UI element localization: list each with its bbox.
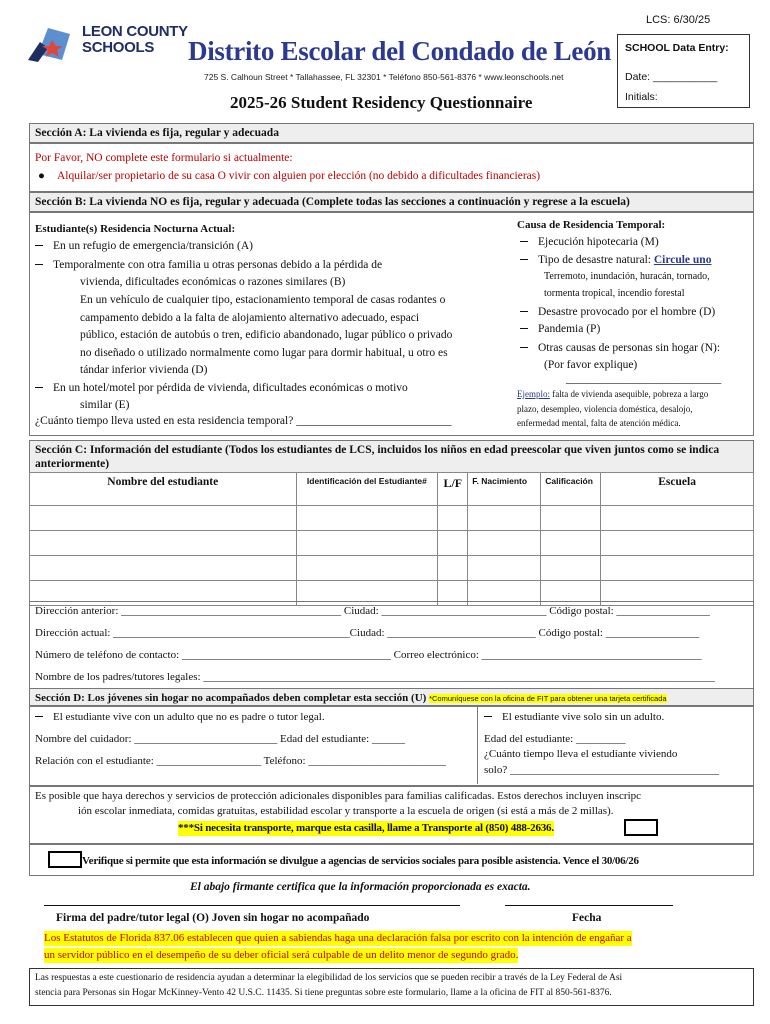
transport-checkbox[interactable] bbox=[624, 819, 658, 836]
consent-text: Verifique si permite que esta información se divulgue a agencias de servicios sociales para posible asistencia. Vence el 30/06/26 bbox=[82, 855, 639, 867]
previous-address-field[interactable]: Dirección anterior: ________________________________________ Ciudad: ______________________________ Código postal: _________________ bbox=[35, 605, 710, 617]
cause-other-blank[interactable]: ___________________________ bbox=[566, 373, 722, 385]
section-d-header: Sección D: Los jóvenes sin hogar no acompañados deben completar esta sección (U) *Comuníquese con la oficina de FIT para obtener una tarjeta certificada bbox=[29, 688, 754, 706]
section-c-header: Sección C: Información del estudiante (Todos los estudiantes de LCS, incluidos los niños en edad preescolar que viven juntos como se indica anteriormente) bbox=[29, 440, 754, 473]
table-header-row bbox=[30, 473, 754, 506]
disaster-types-1: Terremoto, inundación, huracán, tornado, bbox=[544, 271, 710, 282]
fit-note: *Comuníquese con la oficina de FIT para obtener una tarjeta certificada bbox=[429, 694, 667, 703]
alone-duration-question: ¿Cuánto tiempo lleva el estudiante viviendo bbox=[484, 748, 678, 760]
section-a-bullet: ● Alquilar/ser propietario de su casa O vivir con alguien por elección (no debido a dificultades financieras) bbox=[38, 170, 541, 182]
current-address-field[interactable]: Dirección actual: ___________________________________________Ciudad: ___________________________ Código postal: _________________ bbox=[35, 627, 700, 639]
district-title: Distrito Escolar del Condado de León bbox=[188, 36, 611, 66]
table-row[interactable] bbox=[30, 556, 754, 581]
student-info-table bbox=[29, 472, 754, 606]
school-logo-icon bbox=[26, 26, 78, 64]
alone-duration-field[interactable]: solo? ______________________________________ bbox=[484, 764, 719, 776]
col-student-id: Identificación del Estudiante# bbox=[296, 473, 438, 506]
residence-option-d[interactable]: En un vehículo de cualquier tipo, estacionamiento temporal de casas rodantes o bbox=[80, 294, 446, 306]
lives-with-adult-option[interactable]: El estudiante vive con un adulto que no es padre o tutor legal. bbox=[35, 710, 325, 725]
residence-option-d-cont4: tándar inferior vivienda (D) bbox=[80, 364, 208, 376]
certify-text: El abajo firmante certifica que la información proporcionada es exacta. bbox=[190, 881, 531, 893]
consent-checkbox[interactable] bbox=[48, 851, 82, 868]
cause-manmade[interactable]: Desastre provocado por el hombre (D) bbox=[520, 305, 715, 320]
residence-option-b[interactable]: Temporalmente con otra familia u otras personas debido a la pérdida de bbox=[35, 258, 382, 273]
logo-text: LEON COUNTY SCHOOLS bbox=[82, 23, 188, 56]
disaster-types-2: tormenta tropical, incendio forestal bbox=[544, 288, 685, 299]
example-text-3: enfermedad mental, falta de atención médica. bbox=[517, 418, 681, 428]
col-grade: Calificación bbox=[541, 473, 601, 506]
bullet-icon: ● bbox=[38, 170, 45, 182]
residence-option-e[interactable]: En un hotel/motel por pérdida de vivienda, dificultades económicas o motivo bbox=[35, 381, 408, 396]
rights-line-2: ión escolar inmediata, comidas gratuitas, estabilidad escolar y transporte a la escuela de origen (si está a más de 2 millas). bbox=[78, 805, 614, 817]
section-b-header: Sección B: La vivienda NO es fija, regular y adecuada (Complete todas las secciones a continuación y regrese a la escuela) bbox=[29, 192, 754, 212]
lives-alone-option[interactable]: El estudiante vive solo sin un adulto. bbox=[484, 710, 664, 725]
footer-line-2: stencia para Personas sin Hogar McKinney-Vento 42 U.S.C. 11435. Si tiene preguntas sobre este formulario, llame a la oficina de FIT al 850-561-8376. bbox=[35, 988, 612, 998]
residence-option-d-cont2: público, estación de autobús o tren, edificio abandonado, lugar público o privado bbox=[80, 329, 453, 341]
section-a-instruction: Por Favor, NO complete este formulario si actualmente: bbox=[35, 152, 293, 164]
document-title: 2025-26 Student Residency Questionnaire bbox=[230, 93, 533, 112]
circle-one-label: Circule uno bbox=[653, 254, 712, 266]
col-birthdate: F. Nacimiento bbox=[468, 473, 541, 506]
date-line[interactable] bbox=[505, 905, 673, 906]
district-address: 725 S. Calhoun Street * Tallahassee, FL 32301 * Teléfono 850-561-8376 * www.leonschools.net bbox=[204, 72, 564, 82]
cause-other[interactable]: Otras causas de personas sin hogar (N): bbox=[520, 341, 720, 356]
cause-foreclosure[interactable]: Ejecución hipotecaria (M) bbox=[520, 235, 659, 250]
signature-line[interactable] bbox=[44, 905, 460, 906]
col-school: Escuela bbox=[601, 473, 754, 506]
col-student-name: Nombre del estudiante bbox=[30, 473, 297, 506]
section-d-divider bbox=[477, 706, 478, 784]
cause-other-explain: (Por favor explique) bbox=[544, 359, 638, 371]
example-text: Ejemplo: falta de vivienda asequible, pobreza a largo bbox=[517, 389, 709, 399]
statute-line-2: un servidor público en el desempeño de su deber oficial será culpable de un delito menor de segundo grado. bbox=[44, 949, 519, 961]
caregiver-name-field[interactable]: Nombre del cuidador: __________________________ Edad del estudiante: ______ bbox=[35, 733, 405, 745]
cause-title: Causa de Residencia Temporal: bbox=[517, 219, 666, 231]
entry-box-title: SCHOOL Data Entry: bbox=[625, 42, 729, 54]
residence-option-d-cont3: no diseñado o utilizado normalmente como lugar para dormir habitual, u otro es bbox=[80, 347, 448, 359]
residence-option-b-cont: vivienda, dificultades económicas o razones similares (B) bbox=[80, 276, 346, 288]
relation-phone-field[interactable]: Relación con el estudiante: ___________________ Teléfono: _________________________ bbox=[35, 755, 446, 767]
lcs-revision-date: LCS: 6/30/25 bbox=[646, 14, 711, 26]
col-lf: L/F bbox=[438, 473, 468, 506]
entry-box-initials[interactable]: Initials: bbox=[625, 91, 658, 103]
school-data-entry-box bbox=[617, 34, 750, 108]
footer-line-1: Las respuestas a este cuestionario de residencia ayudan a determinar la elegibilidad de los servicios que se pueden recibir a través de la Ley Federal de Asi bbox=[35, 973, 623, 983]
rights-line-1: Es posible que haya derechos y servicios de protección adicionales disponibles para familias calificadas. Estos derechos incluyen inscripc bbox=[35, 790, 642, 802]
student-age-field[interactable]: Edad del estudiante: _________ bbox=[484, 733, 626, 745]
residence-option-d-cont1: campamento debido a la falta de alojamiento alternativo adecuado, espaci bbox=[80, 312, 420, 324]
statute-line-1: Los Estatutos de Florida 837.06 establecen que quien a sabiendas haga una declaración falsa por escrito con la intención de engañar a bbox=[44, 932, 632, 944]
signature-label: Firma del padre/tutor legal (O) Joven sin hogar no acompañado bbox=[56, 912, 370, 924]
cause-pandemic[interactable]: Pandemia (P) bbox=[520, 322, 600, 337]
table-row[interactable] bbox=[30, 506, 754, 531]
transport-notice: ***Si necesita transporte, marque esta casilla, llame a Transporte al (850) 488-2636. bbox=[178, 822, 554, 834]
temporary-residence-duration[interactable]: ¿Cuánto tiempo lleva usted en esta residencia temporal? ___________________________ bbox=[35, 415, 452, 427]
example-text-2: plazo, desempleo, violencia doméstica, desalojo, bbox=[517, 404, 693, 414]
entry-box-date[interactable]: Date: ___________ bbox=[625, 71, 718, 83]
table-row[interactable] bbox=[30, 531, 754, 556]
section-a-header: Sección A: La vivienda es fija, regular y adecuada bbox=[29, 123, 754, 143]
residence-option-a[interactable]: En un refugio de emergencia/transición (A) bbox=[35, 239, 253, 254]
residence-option-e-cont: similar (E) bbox=[80, 399, 130, 411]
contact-phone-email-field[interactable]: Número de teléfono de contacto: ______________________________________ Correo electrónico: ________________________________________ bbox=[35, 649, 702, 661]
cause-natural-disaster[interactable]: Tipo de desastre natural: Circule uno bbox=[520, 253, 711, 268]
residence-title: Estudiante(s) Residencia Nocturna Actual: bbox=[35, 223, 236, 235]
date-label: Fecha bbox=[572, 912, 602, 924]
guardians-name-field[interactable]: Nombre de los padres/tutores legales: _____________________________________________________________________________________________ bbox=[35, 671, 715, 683]
